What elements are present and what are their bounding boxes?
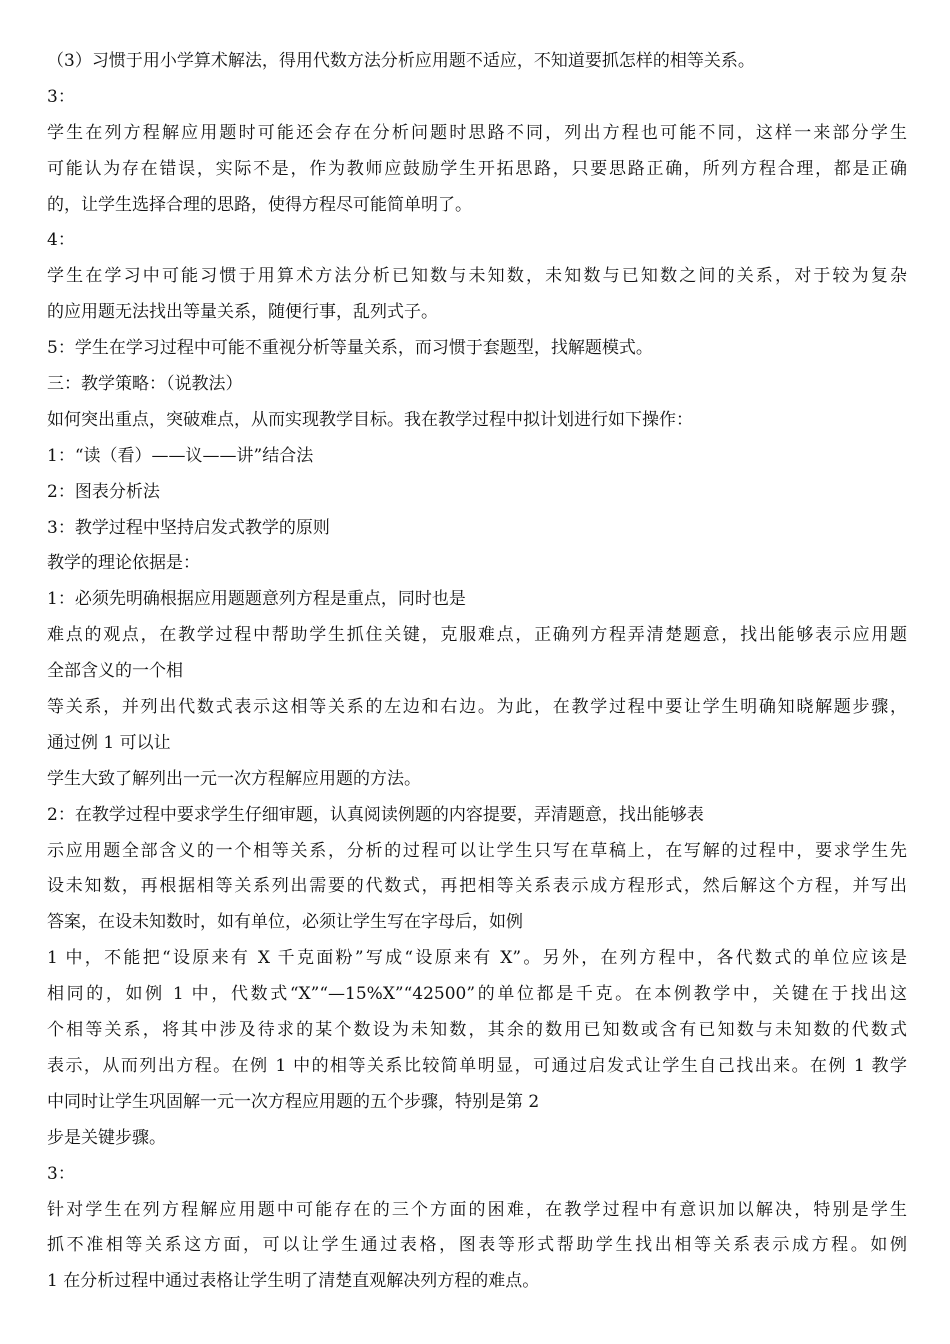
text-line: 3：: [47, 86, 75, 107]
text-line: 相同的，如例 1 中，代数式“X”“—15%X”“42500”的单位都是千克。在本例教学中，关键在于找出这: [47, 984, 907, 1005]
text-line: 可能认为存在错误，实际不是，作为教师应鼓励学生开拓思路，只要思路正确，所列方程合理，都是正确: [47, 158, 907, 179]
text-line: 学生在学习中可能习惯于用算术方法分析已知数与未知数，未知数与已知数之间的关系，对于较为复杂: [47, 266, 907, 287]
text-line: 1 在分析过程中通过表格让学生明了清楚直观解决列方程的难点。: [47, 1271, 540, 1292]
text-line: 的应用题无法找出等量关系，随便行事，乱列式子。: [47, 302, 438, 323]
text-line: 1：必须先明确根据应用题题意列方程是重点，同时也是: [47, 589, 466, 610]
text-line: 学生在列方程解应用题时可能还会存在分析问题时思路不同，列出方程也可能不同，这样一来部分学生: [47, 122, 907, 143]
text-line: 学生大致了解列出一元一次方程解应用题的方法。: [47, 768, 421, 789]
text-line: 1：“读（看）——议——讲”结合法: [47, 445, 314, 466]
text-line: 5：学生在学习过程中可能不重视分析等量关系，而习惯于套题型，找解题模式。: [47, 338, 653, 359]
text-line: 难点的观点，在教学过程中帮助学生抓住关键，克服难点，正确列方程弄清楚题意，找出能够表示应用题: [47, 625, 907, 646]
text-line: 中同时让学生巩固解一元一次方程应用题的五个步骤，特别是第 2: [47, 1091, 540, 1112]
text-line: 三：教学策略：（说教法）: [47, 374, 243, 395]
text-line: 针对学生在列方程解应用题中可能存在的三个方面的困难，在教学过程中有意识加以解决，特别是学生: [47, 1199, 907, 1220]
text-line: 2：在教学过程中要求学生仔细审题，认真阅读例题的内容提要，弄清题意，找出能够表: [47, 804, 704, 825]
text-line: 如何突出重点，突破难点，从而实现教学目标。我在教学过程中拟计划进行如下操作：: [47, 409, 693, 430]
text-line: 4：: [47, 230, 75, 251]
text-line: 的，让学生选择合理的思路，使得方程尽可能简单明了。: [47, 194, 472, 215]
text-line: 3：教学过程中坚持启发式教学的原则: [47, 517, 330, 538]
text-line: 设未知数，再根据相等关系列出需要的代数式，再把相等关系表示成方程形式，然后解这个方程，并写出: [47, 876, 907, 897]
text-line: 答案，在设未知数时，如有单位，必须让学生写在字母后，如例: [47, 912, 523, 933]
text-line: 抓不准相等关系这方面，可以让学生通过表格，图表等形式帮助学生找出相等关系表示成方程。如例: [47, 1235, 907, 1256]
text-line: 示应用题全部含义的一个相等关系，分析的过程可以让学生只写在草稿上，在写解的过程中，要求学生先: [47, 840, 907, 861]
text-line: 2：图表分析法: [47, 481, 160, 502]
document-page: [47, 44, 907, 1300]
text-line: 个相等关系，将其中涉及待求的某个数设为未知数，其余的数用已知数或含有已知数与未知数的代数式: [47, 1020, 907, 1041]
text-line: 表示，从而列出方程。在例 1 中的相等关系比较简单明显，可通过启发式让学生自己找出来。在例 1 教学: [47, 1055, 907, 1076]
text-line: 等关系，并列出代数式表示这相等关系的左边和右边。为此，在教学过程中要让学生明确知晓解题步骤，: [47, 697, 907, 718]
text-line: 3：: [47, 1163, 75, 1184]
text-line: 通过例 1 可以让: [47, 732, 171, 753]
text-line: 步是关键步骤。: [47, 1127, 166, 1148]
text-line: 1 中，不能把“设原来有 X 千克面粉”写成“设原来有 X”。另外，在列方程中，各代数式的单位应该是: [47, 948, 907, 969]
text-line: （3）习惯于用小学算术解法，得用代数方法分析应用题不适应，不知道要抓怎样的相等关系。: [47, 51, 755, 71]
text-line: 全部含义的一个相: [47, 661, 183, 682]
text-line: 教学的理论依据是：: [47, 553, 200, 574]
